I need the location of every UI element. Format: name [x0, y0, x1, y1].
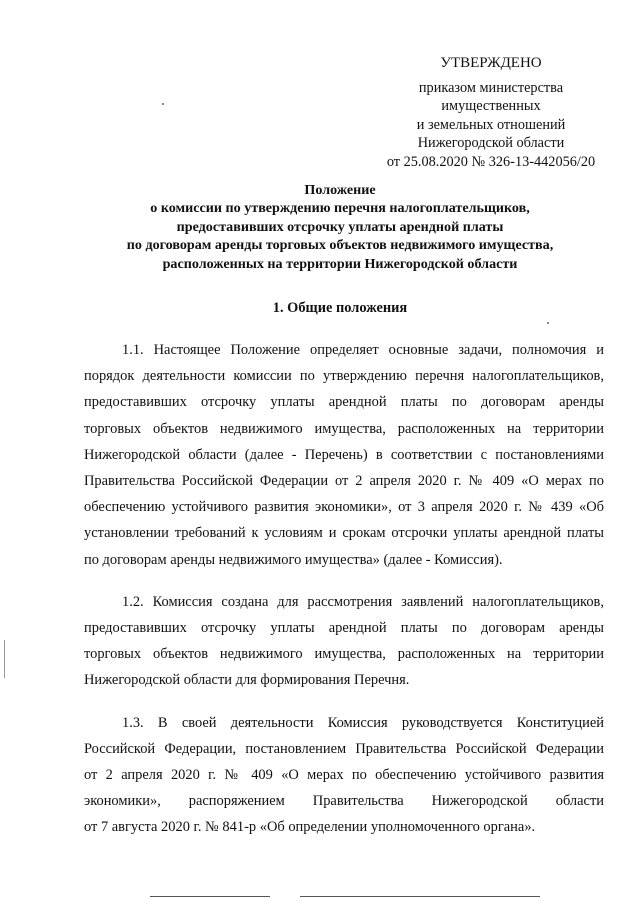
approval-line: имущественных — [441, 98, 541, 115]
paragraph-line: экономики», распоряжением Правительства Нижегородской области — [84, 793, 604, 810]
paragraph-line: по договорам аренды недвижимого имущества» (далее - Комиссия). — [84, 551, 503, 568]
title-line: предоставивших отсрочку уплаты арендной платы — [176, 218, 504, 235]
paragraph-line: Российской Федерации, постановлением Правительства Российской Федерации — [84, 740, 604, 757]
scan-bottom-mark — [300, 896, 540, 897]
paragraph-line: от 2 апреля 2020 г. № 409 «О мерах по обеспечению устойчивого развития — [84, 767, 604, 784]
section-heading: 1. Общие положения — [272, 300, 408, 316]
paragraph-line: 1.2. Комиссия создана для рассмотрения заявлений налогоплательщиков, — [122, 593, 604, 610]
approval-stamp — [372, 54, 610, 172]
scan-speck — [162, 103, 164, 105]
paragraph-line: предоставивших отсрочку уплаты арендной платы по договорам аренды — [84, 394, 604, 411]
paragraph-line: торговых объектов недвижимого имущества, расположенных на территории — [84, 646, 604, 663]
document-body — [84, 337, 604, 841]
scan-edge-mark — [4, 640, 5, 678]
scan-speck — [547, 322, 549, 324]
title-line: Положение — [304, 182, 376, 198]
paragraph-line: порядок деятельности комиссии по утверждению перечня налогоплательщиков, — [84, 368, 604, 385]
paragraph-line: торговых объектов недвижимого имущества, расположенных на территории — [84, 420, 604, 437]
paragraph-line: Нижегородской области для формирования Перечня. — [84, 672, 410, 689]
paragraph-line: предоставивших отсрочку уплаты арендной платы по договорам аренды — [84, 620, 604, 637]
scan-bottom-mark — [150, 896, 270, 897]
title-line: по договорам аренды торговых объектов недвижимого имущества, — [126, 237, 554, 254]
approval-line: приказом министерства — [418, 79, 564, 96]
paragraph-line: от 7 августа 2020 г. № 841-р «Об определении уполномоченного органа». — [84, 819, 536, 836]
paragraph-1-1 — [84, 337, 604, 573]
approval-line: Нижегородской области — [417, 135, 565, 152]
title-line: расположенных на территории Нижегородской области — [162, 255, 518, 272]
paragraph-line: 1.1. Настоящее Положение определяет основные задачи, полномочия и — [122, 342, 604, 358]
paragraph-line: Нижегородской области (далее - Перечень) в соответствии с постановлениями — [84, 446, 604, 463]
approval-order-number: от 25.08.2020 № 326-13-442056/20 — [386, 153, 596, 170]
document-title — [60, 181, 620, 273]
approval-line: и земельных отношений — [416, 116, 566, 133]
approval-heading: УТВЕРЖДЕНО — [440, 55, 542, 71]
title-line: о комиссии по утверждению перечня налогоплательщиков, — [150, 200, 530, 217]
paragraph-line: 1.3. В своей деятельности Комиссия руководствуется Конституцией — [122, 714, 604, 731]
paragraph-line: обеспечению устойчивого развития экономики», от 3 апреля 2020 г. № 439 «Об — [84, 499, 604, 516]
paragraph-line: установлении требований к условиям и срокам отсрочки уплаты арендной платы — [84, 525, 604, 542]
paragraph-1-3 — [84, 710, 604, 841]
paragraph-line: Правительства Российской Федерации от 2 апреля 2020 г. № 409 «О мерах по — [84, 473, 604, 490]
paragraph-1-2 — [84, 589, 604, 694]
